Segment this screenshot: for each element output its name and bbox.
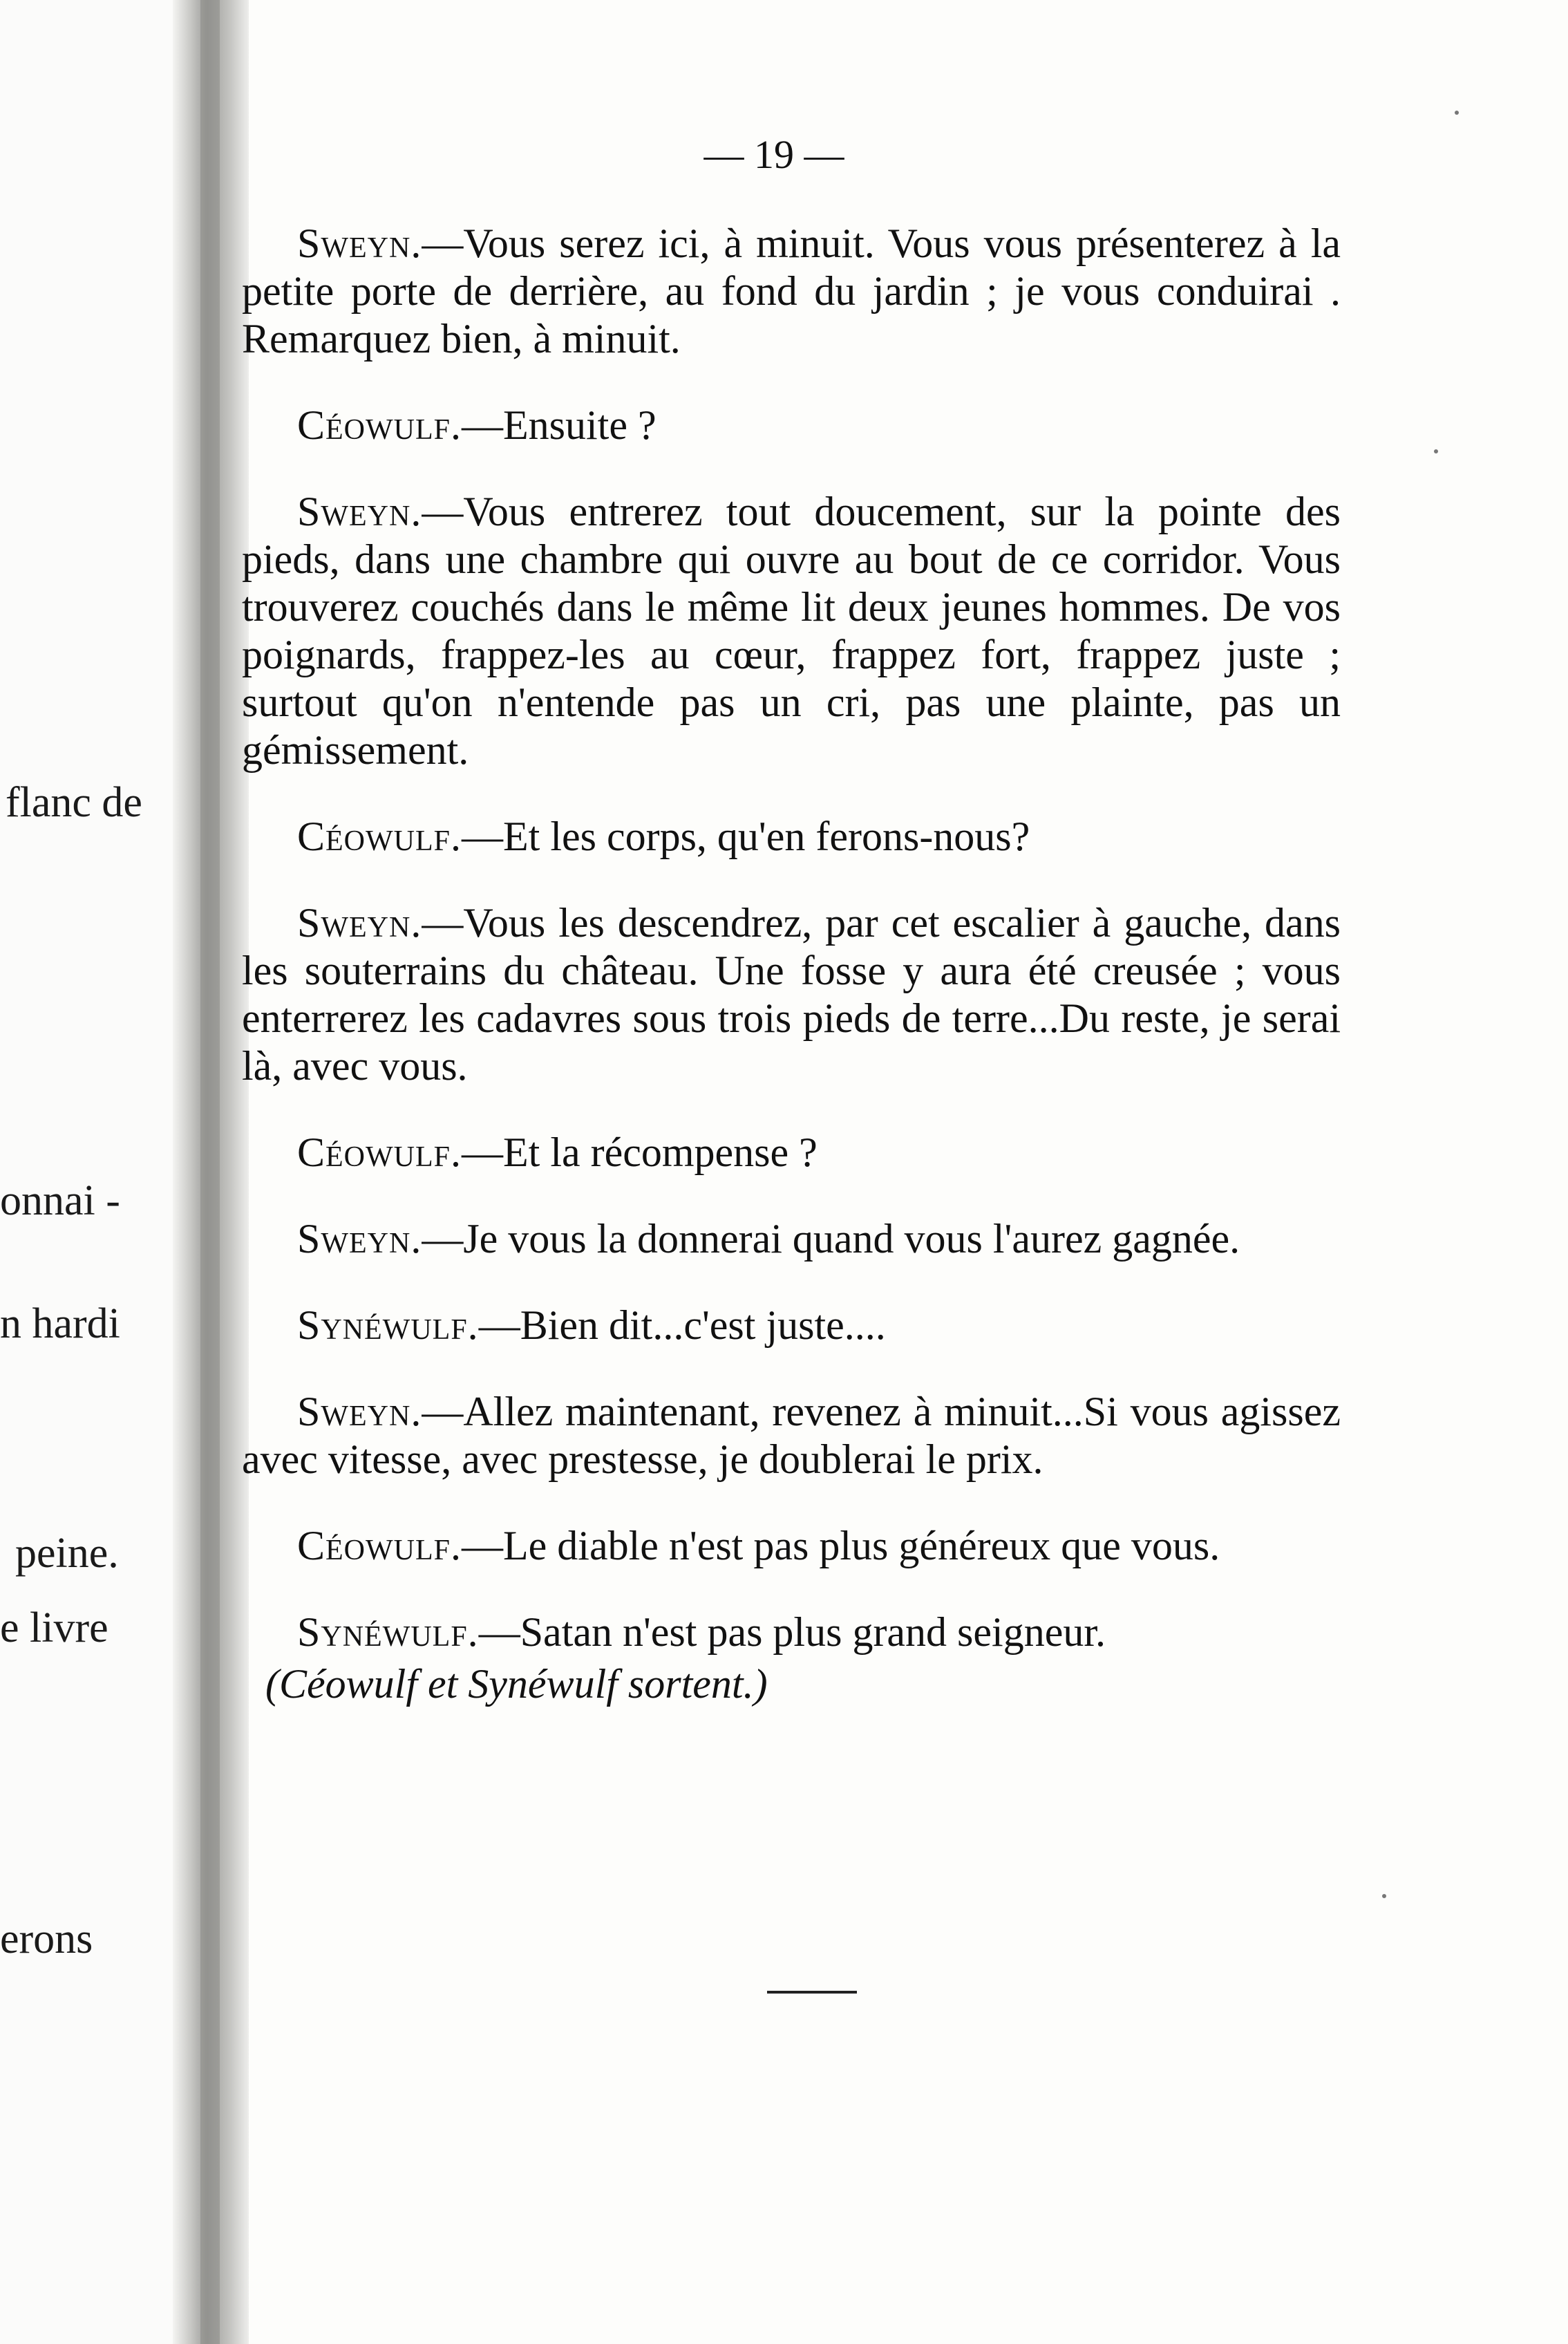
dialogue-line bbox=[242, 402, 1341, 449]
stage-direction: (Céowulf et Synéwulf sortent.) bbox=[265, 1661, 768, 1707]
speech-text: —Satan n'est pas plus grand seigneur. bbox=[478, 1609, 1106, 1655]
speech-text: —Je vous la donnerai quand vous l'aurez gagnée. bbox=[422, 1216, 1240, 1262]
speech-text: —Vous entrerez tout doucement, sur la pointe des pieds, dans une chambre qui ouvre au bout de ce corridor. Vous trouverez couchés dans le même lit deux jeunes hommes. De vos poignards, frappez-les au cœur, frappez fort, frappez juste ; surtout qu'on n'entende pas un cri, pas une plainte, pas un gémissement. bbox=[242, 489, 1341, 773]
dialogue-line bbox=[242, 220, 1341, 363]
speaker-name: Céowulf. bbox=[297, 1129, 462, 1175]
page-number: — 19 — bbox=[703, 132, 844, 177]
dialogue-line bbox=[242, 1302, 1341, 1349]
dialogue-line bbox=[242, 813, 1341, 861]
speaker-name: Sweyn. bbox=[297, 1216, 422, 1262]
speech-text: —Le diable n'est pas plus généreux que vous. bbox=[462, 1523, 1220, 1568]
previous-page-fragment: onnai - bbox=[0, 1177, 120, 1224]
paper-speck bbox=[1455, 111, 1459, 115]
speech-text: —Vous serez ici, à minuit. Vous vous présenterez à la petite porte de derrière, au fond du jardin ; je vous conduirai . Remarquez bien, à minuit. bbox=[242, 221, 1341, 362]
speaker-name: Céowulf. bbox=[297, 1523, 462, 1568]
previous-page-fragment: peine. bbox=[15, 1530, 119, 1577]
previous-page-fragment: erons bbox=[0, 1915, 93, 1962]
dialogue-line bbox=[242, 899, 1341, 1090]
speaker-name: Céowulf. bbox=[297, 814, 462, 859]
speech-text: —Vous les descendrez, par cet escalier à gauche, dans les souterrains du château. Une fosse y aura été creusée ; vous enterrerez les cadavres sous trois pieds de terre...Du reste, je serai là, avec vous. bbox=[242, 900, 1341, 1089]
book-spine-crease bbox=[200, 0, 220, 2344]
speech-text: —Ensuite ? bbox=[462, 402, 657, 448]
speaker-name: Céowulf. bbox=[297, 402, 462, 448]
speaker-name: Synéwulf. bbox=[297, 1609, 479, 1655]
speech-text: —Bien dit...c'est juste.... bbox=[478, 1302, 886, 1348]
speech-text: —Allez maintenant, revenez à minuit...Si vous agissez avec vitesse, avec prestesse, je doublerai le prix. bbox=[242, 1389, 1341, 1482]
previous-page-fragment: flanc de bbox=[6, 779, 142, 826]
dialogue-line bbox=[242, 1215, 1341, 1263]
speaker-name: Sweyn. bbox=[297, 900, 422, 946]
speaker-name: Sweyn. bbox=[297, 221, 422, 266]
speaker-name: Sweyn. bbox=[297, 489, 422, 534]
paper-speck bbox=[1382, 1894, 1386, 1898]
dialogue-line bbox=[242, 1388, 1341, 1483]
previous-page-fragment: n hardi bbox=[0, 1300, 120, 1347]
dialogue-line bbox=[242, 488, 1341, 774]
speaker-name: Synéwulf. bbox=[297, 1302, 479, 1348]
closing-rule bbox=[767, 1991, 857, 1994]
dialogue-line bbox=[242, 1609, 1341, 1656]
paper-speck bbox=[1434, 449, 1438, 453]
speech-text: —Et la récompense ? bbox=[462, 1129, 818, 1175]
speaker-name: Sweyn. bbox=[297, 1389, 422, 1434]
dialogue-text bbox=[242, 220, 1341, 1708]
previous-page-fragment: e livre bbox=[0, 1604, 108, 1651]
dialogue-line bbox=[242, 1129, 1341, 1176]
dialogue-line bbox=[242, 1522, 1341, 1570]
speech-text: —Et les corps, qu'en ferons-nous? bbox=[462, 814, 1030, 859]
